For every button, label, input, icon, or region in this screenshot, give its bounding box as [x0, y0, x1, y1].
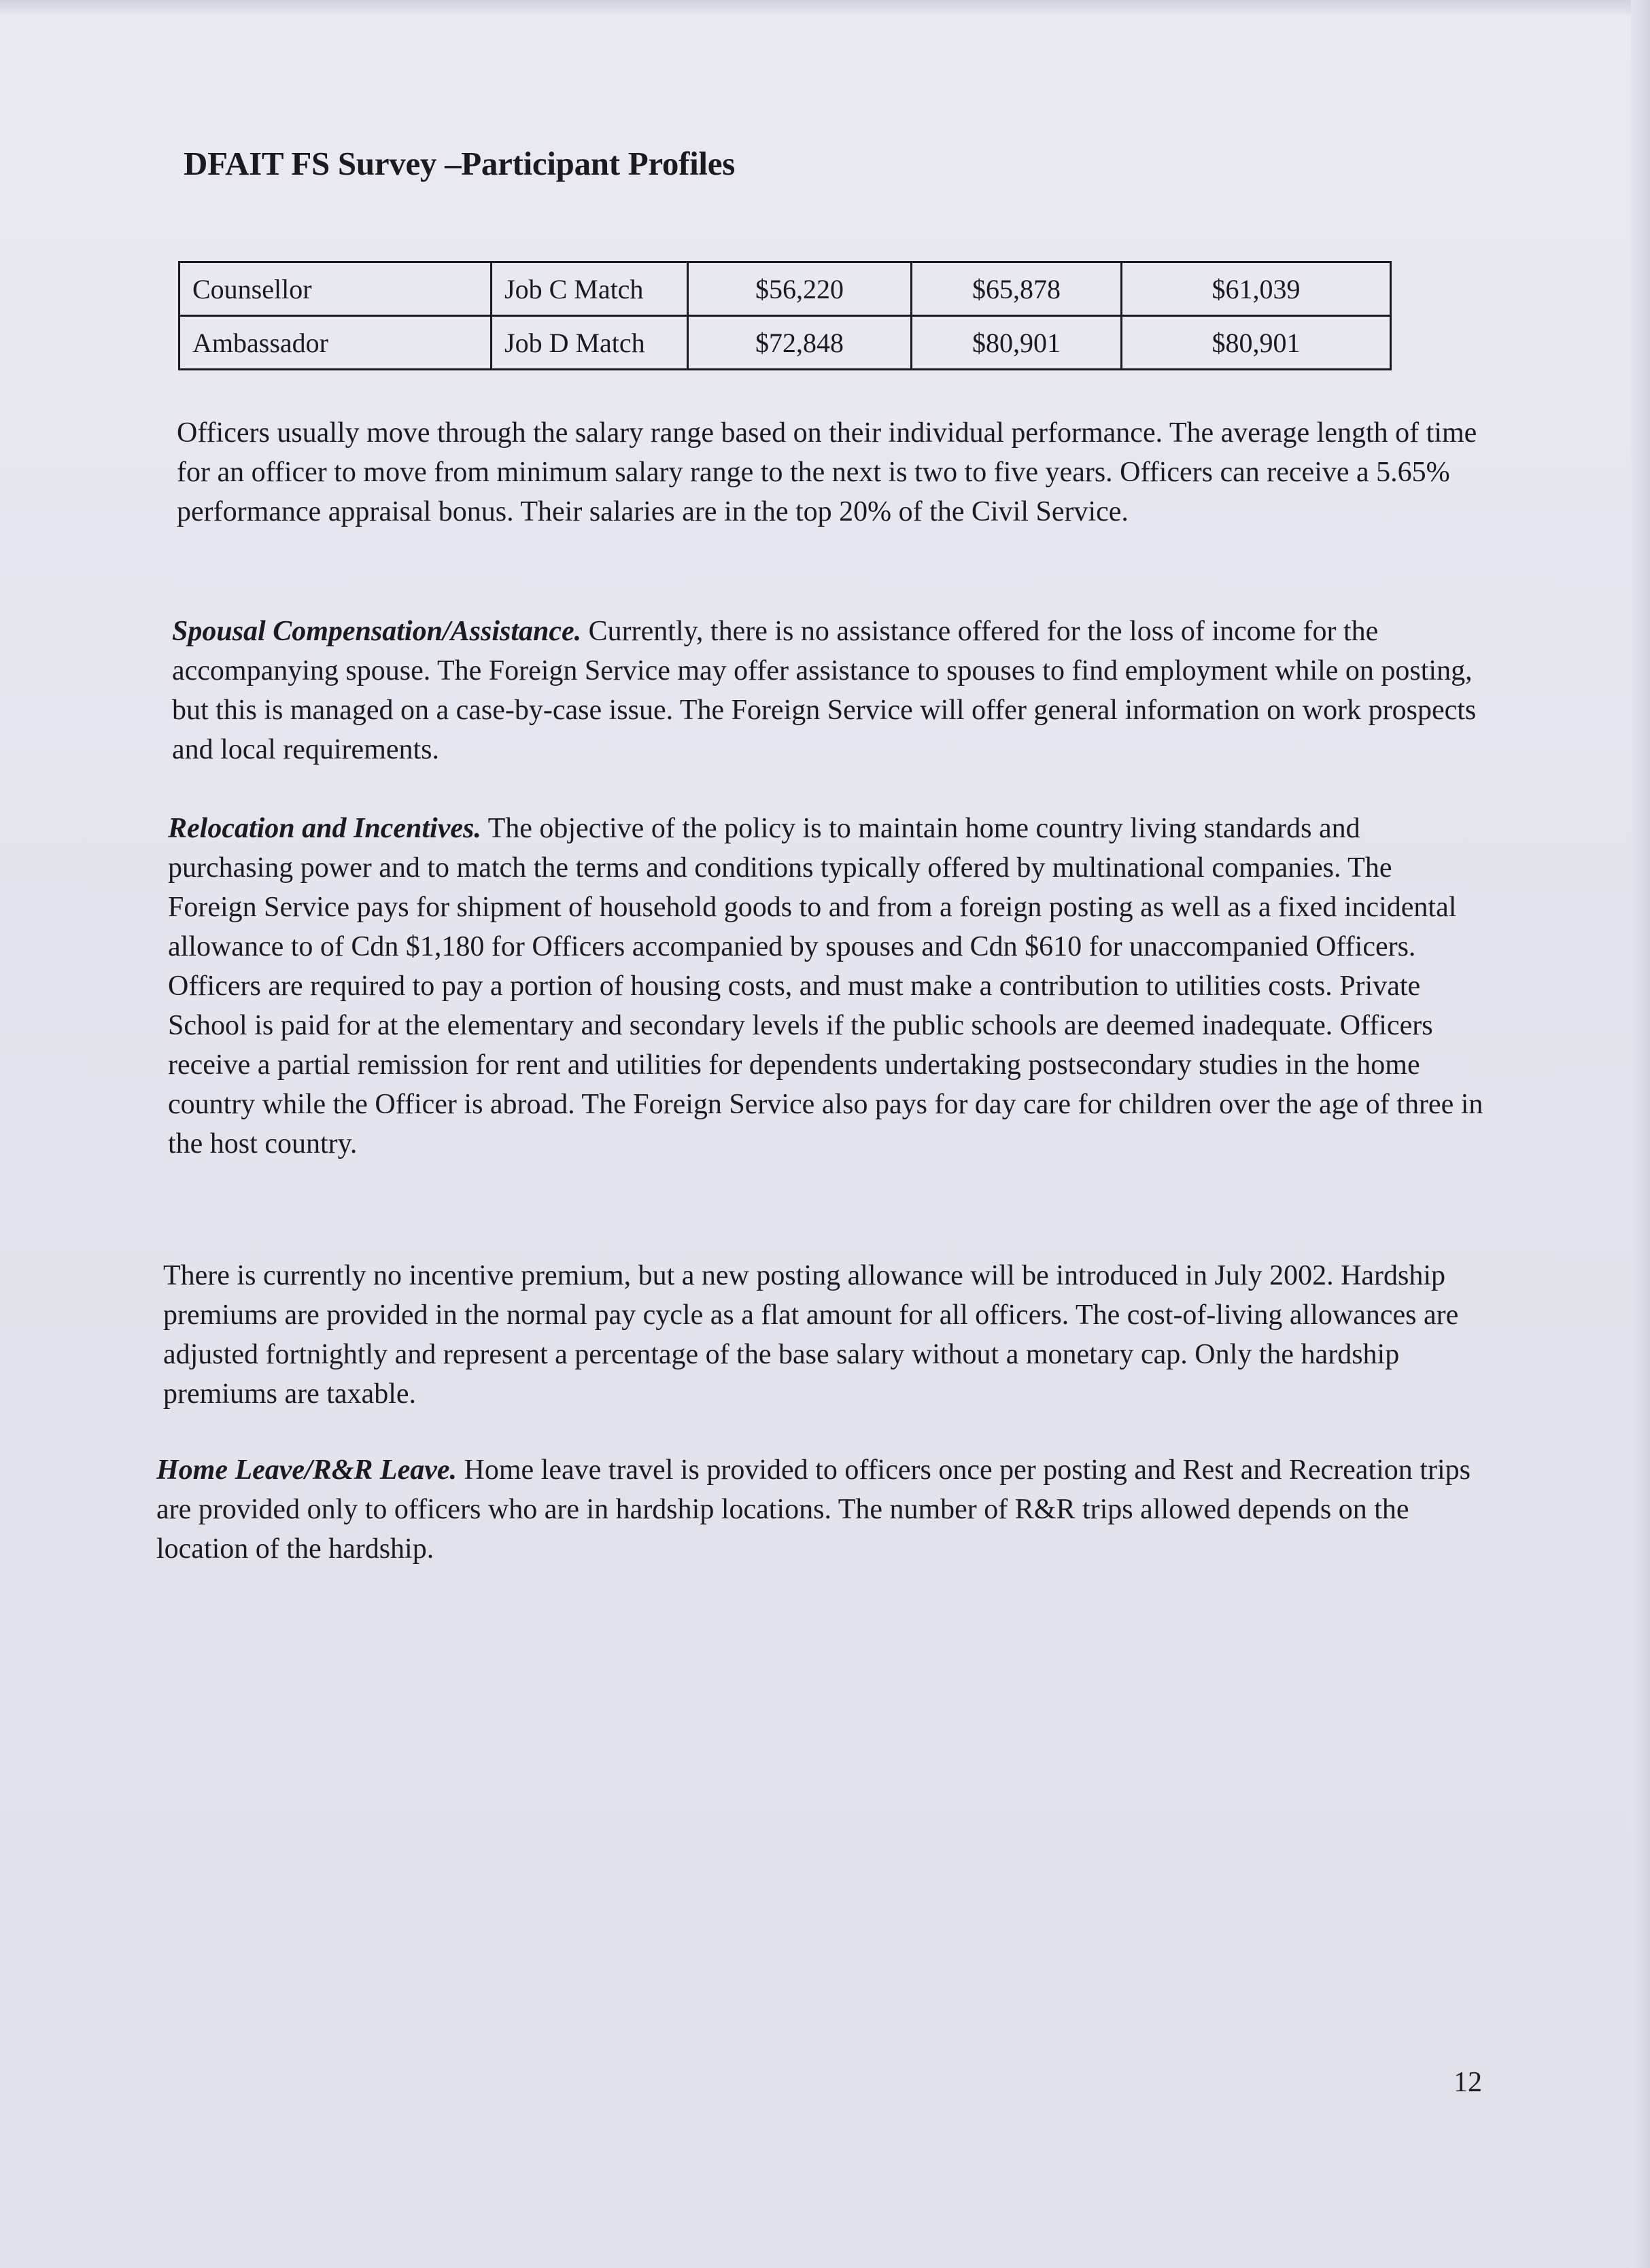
paragraph-text: There is currently no incentive premium, but a new posting allowance will be introduced in July 2002. Hardship premiums are provided in the normal pay cycle as a flat amount for all officers. The cost-of-living allowances are adjusted fortnightly and represent a percentage of the base salary without a monetary cap. Only the hardship premiums are taxable. [163, 1260, 1459, 1410]
table-cell: Counsellor [179, 262, 492, 316]
table-cell: $80,901 [1122, 316, 1391, 370]
salary-table [178, 261, 1392, 370]
section-heading: Spousal Compensation/Assistance. [172, 616, 582, 647]
section-heading: Home Leave/R&R Leave. [156, 1454, 458, 1486]
table-row [179, 316, 1391, 370]
paragraph-spousal-compensation [172, 612, 1491, 769]
page-title: DFAIT FS Survey –Participant Profiles [184, 145, 735, 182]
paragraph-incentive-premium [163, 1256, 1482, 1414]
table-cell: Ambassador [179, 316, 492, 370]
table-cell: $65,878 [912, 262, 1122, 316]
table-cell: Job C Match [492, 262, 688, 316]
table-cell: $80,901 [912, 316, 1122, 370]
paragraph-text: Home leave travel is provided to officers once per posting and Rest and Recreation trips are provided only to officers who are in hardship locations. The number of R&R trips allowed depends on the location of the hardship. [156, 1454, 1471, 1565]
paragraph-text: The objective of the policy is to maintain home country living standards and purchasing power and to match the terms and conditions typically offered by multinational companies. The Foreign Service pays for shipment of household goods to and from a foreign posting as well as a fixed incidental allowance to of Cdn $1,180 for Officers accompanied by spouses and Cdn $610 for unaccompanied Officers. Officers are required to pay a portion of housing costs, and must make a contribution to utilities costs. Private School is paid for at the elementary and secondary levels if the public schools are deemed inadequate. Officers receive a partial remission for rent and utilities for dependents undertaking postsecondary studies in the home country while the Officer is abroad. The Foreign Service also pays for day care for children over the age of three in the host country. [168, 813, 1483, 1159]
table-cell: $61,039 [1122, 262, 1391, 316]
paragraph-relocation-incentives [168, 809, 1487, 1164]
table-row [179, 262, 1391, 316]
paragraph-text: Currently, there is no assistance offered for the loss of income for the accompanying spouse. The Foreign Service may offer assistance to spouses to find employment while on posting, but this is managed on a case-by-case issue. The Foreign Service will offer general information on work prospects and local requirements. [172, 616, 1477, 765]
table-cell: $72,848 [688, 316, 912, 370]
page-number: 12 [1454, 2067, 1482, 2098]
section-heading: Relocation and Incentives. [168, 813, 481, 844]
paragraph-salary-progression [177, 413, 1496, 531]
paragraph-text: Officers usually move through the salary range based on their individual performance. The average length of time for an officer to move from minimum salary range to the next is two to five years. Officers can receive a 5.65% performance appraisal bonus. Their salaries are in the top 20% of the Civil Service. [177, 417, 1477, 527]
scan-right-edge [1631, 0, 1650, 2268]
table-cell: $56,220 [688, 262, 912, 316]
scan-top-edge [0, 0, 1650, 15]
paragraph-home-leave [156, 1450, 1475, 1569]
table-cell: Job D Match [492, 316, 688, 370]
